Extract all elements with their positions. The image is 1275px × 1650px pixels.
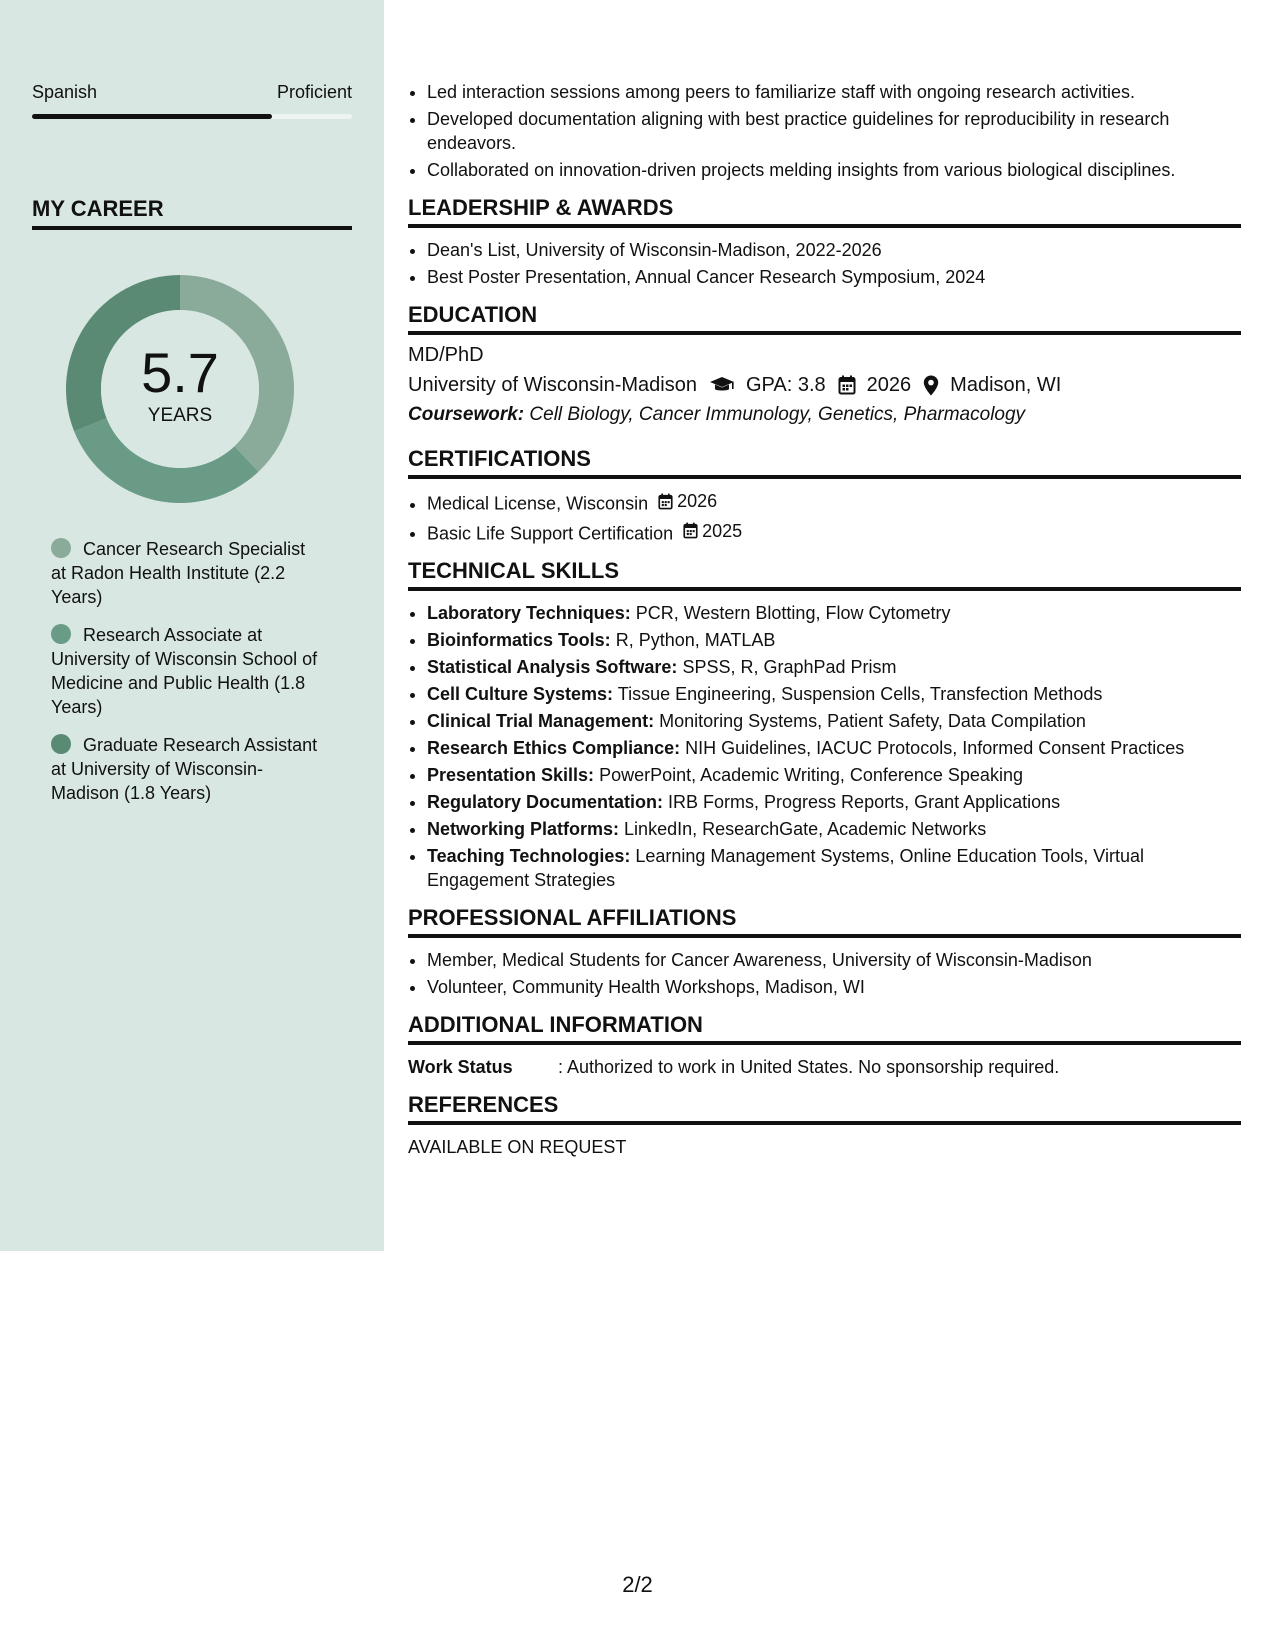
skill-label: Research Ethics Compliance: [427,738,681,758]
skill-item [427,844,1241,892]
education-details [408,373,1241,397]
skill-value: Monitoring Systems, Patient Safety, Data Compilation [659,711,1086,731]
education-school: University of Wisconsin-Madison [408,374,697,396]
skill-label: Cell Culture Systems: [427,684,614,704]
skill-item [427,601,1241,625]
role-color-dot [51,624,71,644]
skill-item [427,655,1241,679]
education-location: Madison, WI [950,374,1062,396]
skill-value: R, Python, MATLAB [615,630,776,650]
career-role-list [51,537,321,819]
career-title: MY CAREER [32,196,352,230]
skill-value: NIH Guidelines, IACUC Protocols, Informed Consent Practices [685,738,1185,758]
certification-item [427,489,1241,516]
affiliations-list [408,948,1241,999]
skill-value: Tissue Engineering, Suspension Cells, Transfection Methods [617,684,1103,704]
skill-value: SPSS, R, GraphPad Prism [682,657,897,677]
location-pin-icon [923,375,939,396]
skill-label: Presentation Skills: [427,765,595,785]
career-role [51,733,321,805]
work-status-label: Work Status [408,1057,513,1077]
experience-bullet: • Collaborated on innovation-driven projects melding insights from various biological disciplines. [427,158,1241,182]
experience-bullets [408,80,1241,182]
career-role [51,537,321,609]
language-row [32,82,352,103]
language-level: Proficient [276,82,352,102]
skill-label: Clinical Trial Management: [427,711,655,731]
career-total-years: 5.7 [141,341,219,404]
certifications-list [408,489,1241,545]
additional-info-title: ADDITIONAL INFORMATION [408,1013,1241,1045]
experience-bullet: • Developed documentation aligning with best practice guidelines for reproducibility in research endeavors. [427,107,1241,155]
skill-label: Networking Platforms: [427,819,620,839]
role-color-dot [51,538,71,558]
skill-label: Bioinformatics Tools: [427,630,611,650]
affiliations-title: PROFESSIONAL AFFILIATIONS [408,906,1241,938]
references-title: REFERENCES [408,1093,1241,1125]
education-year: 2026 [866,374,912,396]
skill-item [427,736,1241,760]
affiliation-item: • Volunteer, Community Health Workshops, Madison, WI [427,975,1241,999]
language-proficiency-bar [32,114,352,119]
education-degree: MD/PhD [408,344,484,366]
certification-date [683,519,742,543]
skill-label: Laboratory Techniques: [427,603,631,623]
work-status-row [408,1055,1241,1079]
certifications-title: CERTIFICATIONS [408,447,1241,479]
donut-center [66,275,294,503]
sidebar [0,0,384,1251]
skills-list [408,601,1241,892]
certification-item [427,519,1241,546]
skill-label: Statistical Analysis Software: [427,657,678,677]
education-gpa: GPA: 3.8 [745,374,826,396]
skill-value: PCR, Western Blotting, Flow Cytometry [635,603,951,623]
leadership-title: LEADERSHIP & AWARDS [408,196,1241,228]
skill-value: LinkedIn, ResearchGate, Academic Networks [624,819,987,839]
language-proficiency-fill [32,114,272,119]
skill-label: Regulatory Documentation: [427,792,664,812]
certification-name: Medical License, Wisconsin [427,493,649,514]
leadership-list [408,238,1241,289]
role-color-dot [51,734,71,754]
certification-year: 2026 [677,491,718,511]
career-role-text: Graduate Research Assistant at University of Wisconsin-Madison (1.8 Years) [51,735,318,803]
skill-value: PowerPoint, Academic Writing, Conference Speaking [599,765,1023,785]
skill-item [427,763,1241,787]
leadership-item: • Dean's List, University of Wisconsin-Madison, 2022-2026 [427,238,1241,262]
career-role-text: Cancer Research Specialist at Radon Health Institute (2.2 Years) [51,539,306,607]
experience-bullet: • Led interaction sessions among peers to familiarize staff with ongoing research activities. [427,80,1241,104]
skill-label: Teaching Technologies: [427,846,631,866]
education-title: EDUCATION [408,303,1241,335]
career-role [51,623,321,719]
references-text: AVAILABLE ON REQUEST [408,1137,627,1157]
skill-item [427,790,1241,814]
work-status-value: : Authorized to work in United States. No sponsorship required. [558,1057,1060,1077]
career-years-label: YEARS [147,405,213,426]
language-name: Spanish [32,82,98,102]
certification-name: Basic Life Support Certification [427,523,674,543]
graduation-cap-icon [709,376,735,394]
skill-item [427,817,1241,841]
main-content [408,80,1241,1159]
skills-title: TECHNICAL SKILLS [408,559,1241,591]
coursework-label: Coursework: [408,404,525,425]
skill-value: Learning Management Systems, Online Education Tools, Virtual Engagement Strategies [427,846,1144,890]
skill-item [427,709,1241,733]
coursework-value: Cell Biology, Cancer Immunology, Genetics, Pharmacology [529,404,1026,425]
calendar-icon [683,522,698,539]
affiliation-item: • Member, Medical Students for Cancer Awareness, University of Wisconsin-Madison [427,948,1241,972]
skill-item [427,628,1241,652]
calendar-icon [838,375,856,395]
leadership-item: • Best Poster Presentation, Annual Cancer Research Symposium, 2024 [427,265,1241,289]
skill-value: IRB Forms, Progress Reports, Grant Applications [668,792,1061,812]
skill-item [427,682,1241,706]
page-number: 2/2 [622,1572,653,1597]
certification-year: 2025 [702,520,743,541]
certification-date [658,489,717,513]
education-coursework [408,403,1241,427]
career-role-text: Research Associate at University of Wisconsin School of Medicine and Public Health (1.8 Years) [51,625,318,717]
calendar-icon [658,493,673,510]
